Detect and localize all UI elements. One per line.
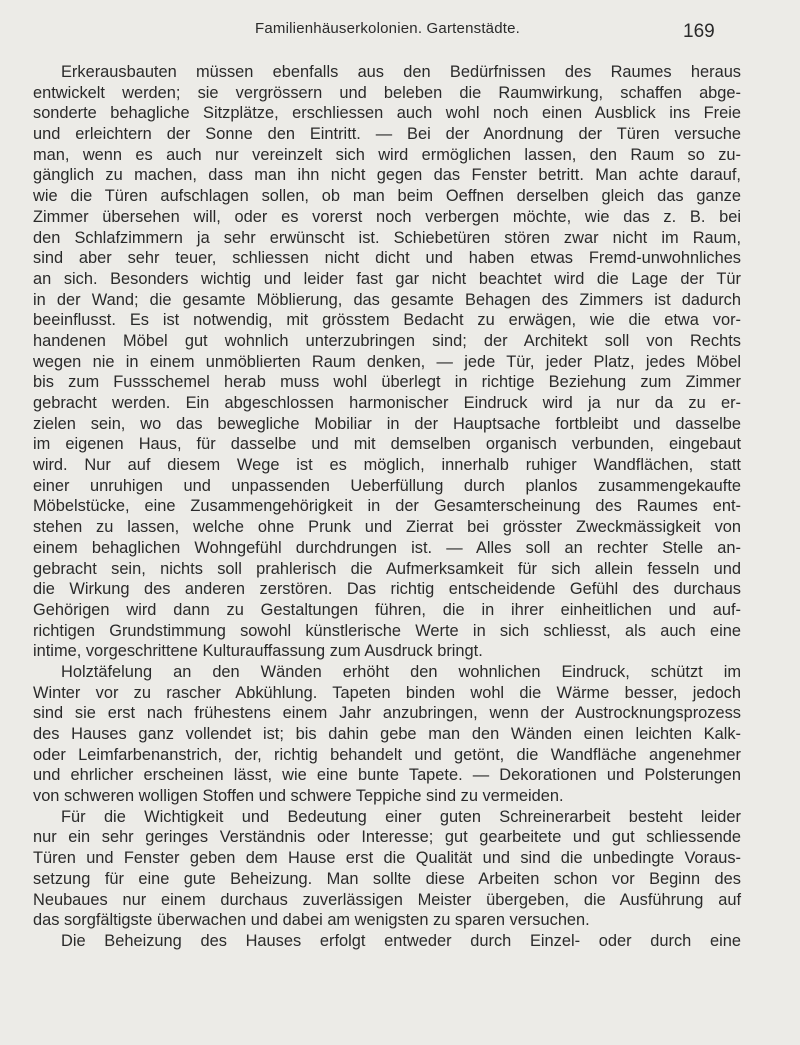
text-line: richtigen Grundstimmung sowohl künstlerische Werte in sich schliesst, als auch eine — [33, 621, 741, 640]
text-line: bis zum Fussschemel herab muss wohl überlegt in richtige Beziehung zum Zimmer — [33, 373, 741, 392]
text-line: sind aber sehr teuer, schliessen nicht dicht und haben etwas Fremd-unwohnliches — [33, 249, 741, 268]
text-line: gänglich zu machen, dass man ihn nicht gegen das Fenster betritt. Man achte darauf, — [33, 166, 741, 185]
text-line: an sich. Besonders wichtig und leider fast gar nicht beachtet wird die Lage der Tür — [33, 269, 741, 288]
text-line: entwickelt werden; sie vergrössern und beleben die Raumwirkung, schaffen abge- — [33, 83, 741, 102]
text-line: von schweren wolligen Stoffen und schwere Teppiche sind zu vermeiden. — [33, 787, 564, 806]
text-line: gebracht werden. Ein abgeschlossen harmonischer Eindruck wird ja nur da zu er- — [33, 394, 741, 412]
body-text — [33, 62, 741, 952]
text-line: einer unruhigen und unpassenden Ueberfüllung durch planlos zusammengekaufte — [33, 476, 741, 495]
text-line: sonderte behagliche Sitzplätze, erschliessen auch wohl noch einen Ausblick ins Freie — [33, 104, 741, 123]
text-line: den Schlafzimmern ja sehr erwünscht ist. Schiebetüren stören zwar nicht im Raum, — [33, 228, 741, 247]
text-line: Neubaues nur einem durchaus zuverlässigen Meister übergeben, die Ausführung auf — [33, 890, 741, 909]
text-line: wegen nie in einem unmöblierten Raum denken, — jede Tür, jeder Platz, jedes Möbel — [33, 352, 741, 371]
text-line: und ehrlicher erscheinen lässt, wie eine bunte Tapete. — Dekorationen und Polsterungen — [33, 766, 741, 785]
text-line: Für die Wichtigkeit und Bedeutung einer guten Schreinerarbeit besteht leider — [61, 807, 741, 826]
text-line: im eigenen Haus, für dasselbe und mit demselben organisch verbunden, eingebaut — [33, 435, 741, 454]
text-line: Türen und Fenster geben dem Hause erst die Qualität und sind die unbedingte Voraus- — [33, 849, 741, 868]
text-line: zielen sein, wo das bewegliche Mobiliar in der Hauptsache fortbleibt und dasselbe — [33, 414, 741, 433]
text-line: sind sie erst nach frühestens einem Jahr anzubringen, wenn der Austrocknungsprozess — [33, 704, 741, 723]
text-line: gebracht sein, nichts soll prahlerisch die Aufmerksamkeit für sich allein fesseln und — [33, 559, 741, 578]
text-line: stehen zu lassen, welche ohne Prunk und Zierrat bei grösster Zweckmässigkeit von — [33, 518, 741, 537]
text-line: Die Beheizung des Hauses erfolgt entweder durch Einzel- oder durch eine — [61, 931, 741, 950]
text-line: das sorgfältigste überwachen und dabei am wenigsten zu sparen versuchen. — [33, 911, 590, 930]
text-line: setzung für eine gute Beheizung. Man sollte diese Arbeiten schon vor Beginn des — [33, 869, 741, 888]
text-line: man, wenn es auch nur vereinzelt sich wird ermöglichen lassen, den Raum so zu- — [33, 145, 741, 164]
text-line: des Hauses ganz vollendet ist; bis dahin gebe man den Wänden einen leichten Kalk- — [33, 725, 741, 743]
page-number: 169 — [683, 21, 715, 42]
text-line: und erleichtern der Sonne den Eintritt. — Bei der Anordnung der Türen versuche — [33, 125, 741, 144]
text-line: oder Leimfarbenanstrich, der, richtig behandelt und getönt, die Wandfläche angenehmer — [33, 745, 741, 764]
text-line: intime, vorgeschrittene Kulturauffassung zum Ausdruck bringt. — [33, 642, 483, 661]
text-line: Zimmer übersehen will, oder es vorerst noch verbergen möchte, wie das z. B. bei — [33, 207, 741, 226]
text-line: die Wirkung des anderen zerstören. Das richtig entscheidende Gefühl des durchaus — [33, 580, 741, 599]
text-line: nur ein sehr geringes Verständnis oder Interesse; gut gearbeitete und gut schliessende — [33, 828, 741, 847]
text-line: Möbelstücke, eine Zusammengehörigkeit in der Gesamterscheinung des Raumes ent- — [33, 497, 741, 516]
text-line: wie die Türen aufschlagen sollen, ob man beim Oeffnen derselben gleich das ganze — [33, 187, 741, 206]
text-line: Gehörigen wird dann zu Gestaltungen führen, die in ihrer einheitlichen und auf- — [33, 600, 741, 619]
text-line: beeinflusst. Es ist notwendig, mit grösstem Bedacht zu erwägen, wie die etwa vor- — [33, 311, 741, 330]
text-line: einem behaglichen Wohngefühl durchdrungen ist. — Alles soll an rechter Stelle an- — [33, 538, 741, 557]
text-line: Winter vor zu rascher Abkühlung. Tapeten binden wohl die Wärme besser, jedoch — [33, 683, 741, 702]
text-line: handenen Möbel gut wohnlich unterzubringen sind; der Architekt soll von Rechts — [33, 331, 741, 350]
text-line: wird. Nur auf diesem Wege ist es möglich, innerhalb ruhiger Wandflächen, statt — [33, 456, 741, 475]
text-line: Erkerausbauten müssen ebenfalls aus den Bedürfnissen des Raumes heraus — [61, 63, 741, 81]
text-line: Holztäfelung an den Wänden erhöht den wohnlichen Eindruck, schützt im — [61, 662, 741, 681]
running-head: Familienhäuserkolonien. Gartenstädte. — [255, 20, 521, 37]
text-line: in der Wand; die gesamte Möblierung, das gesamte Behagen des Zimmers ist dadurch — [33, 290, 741, 309]
